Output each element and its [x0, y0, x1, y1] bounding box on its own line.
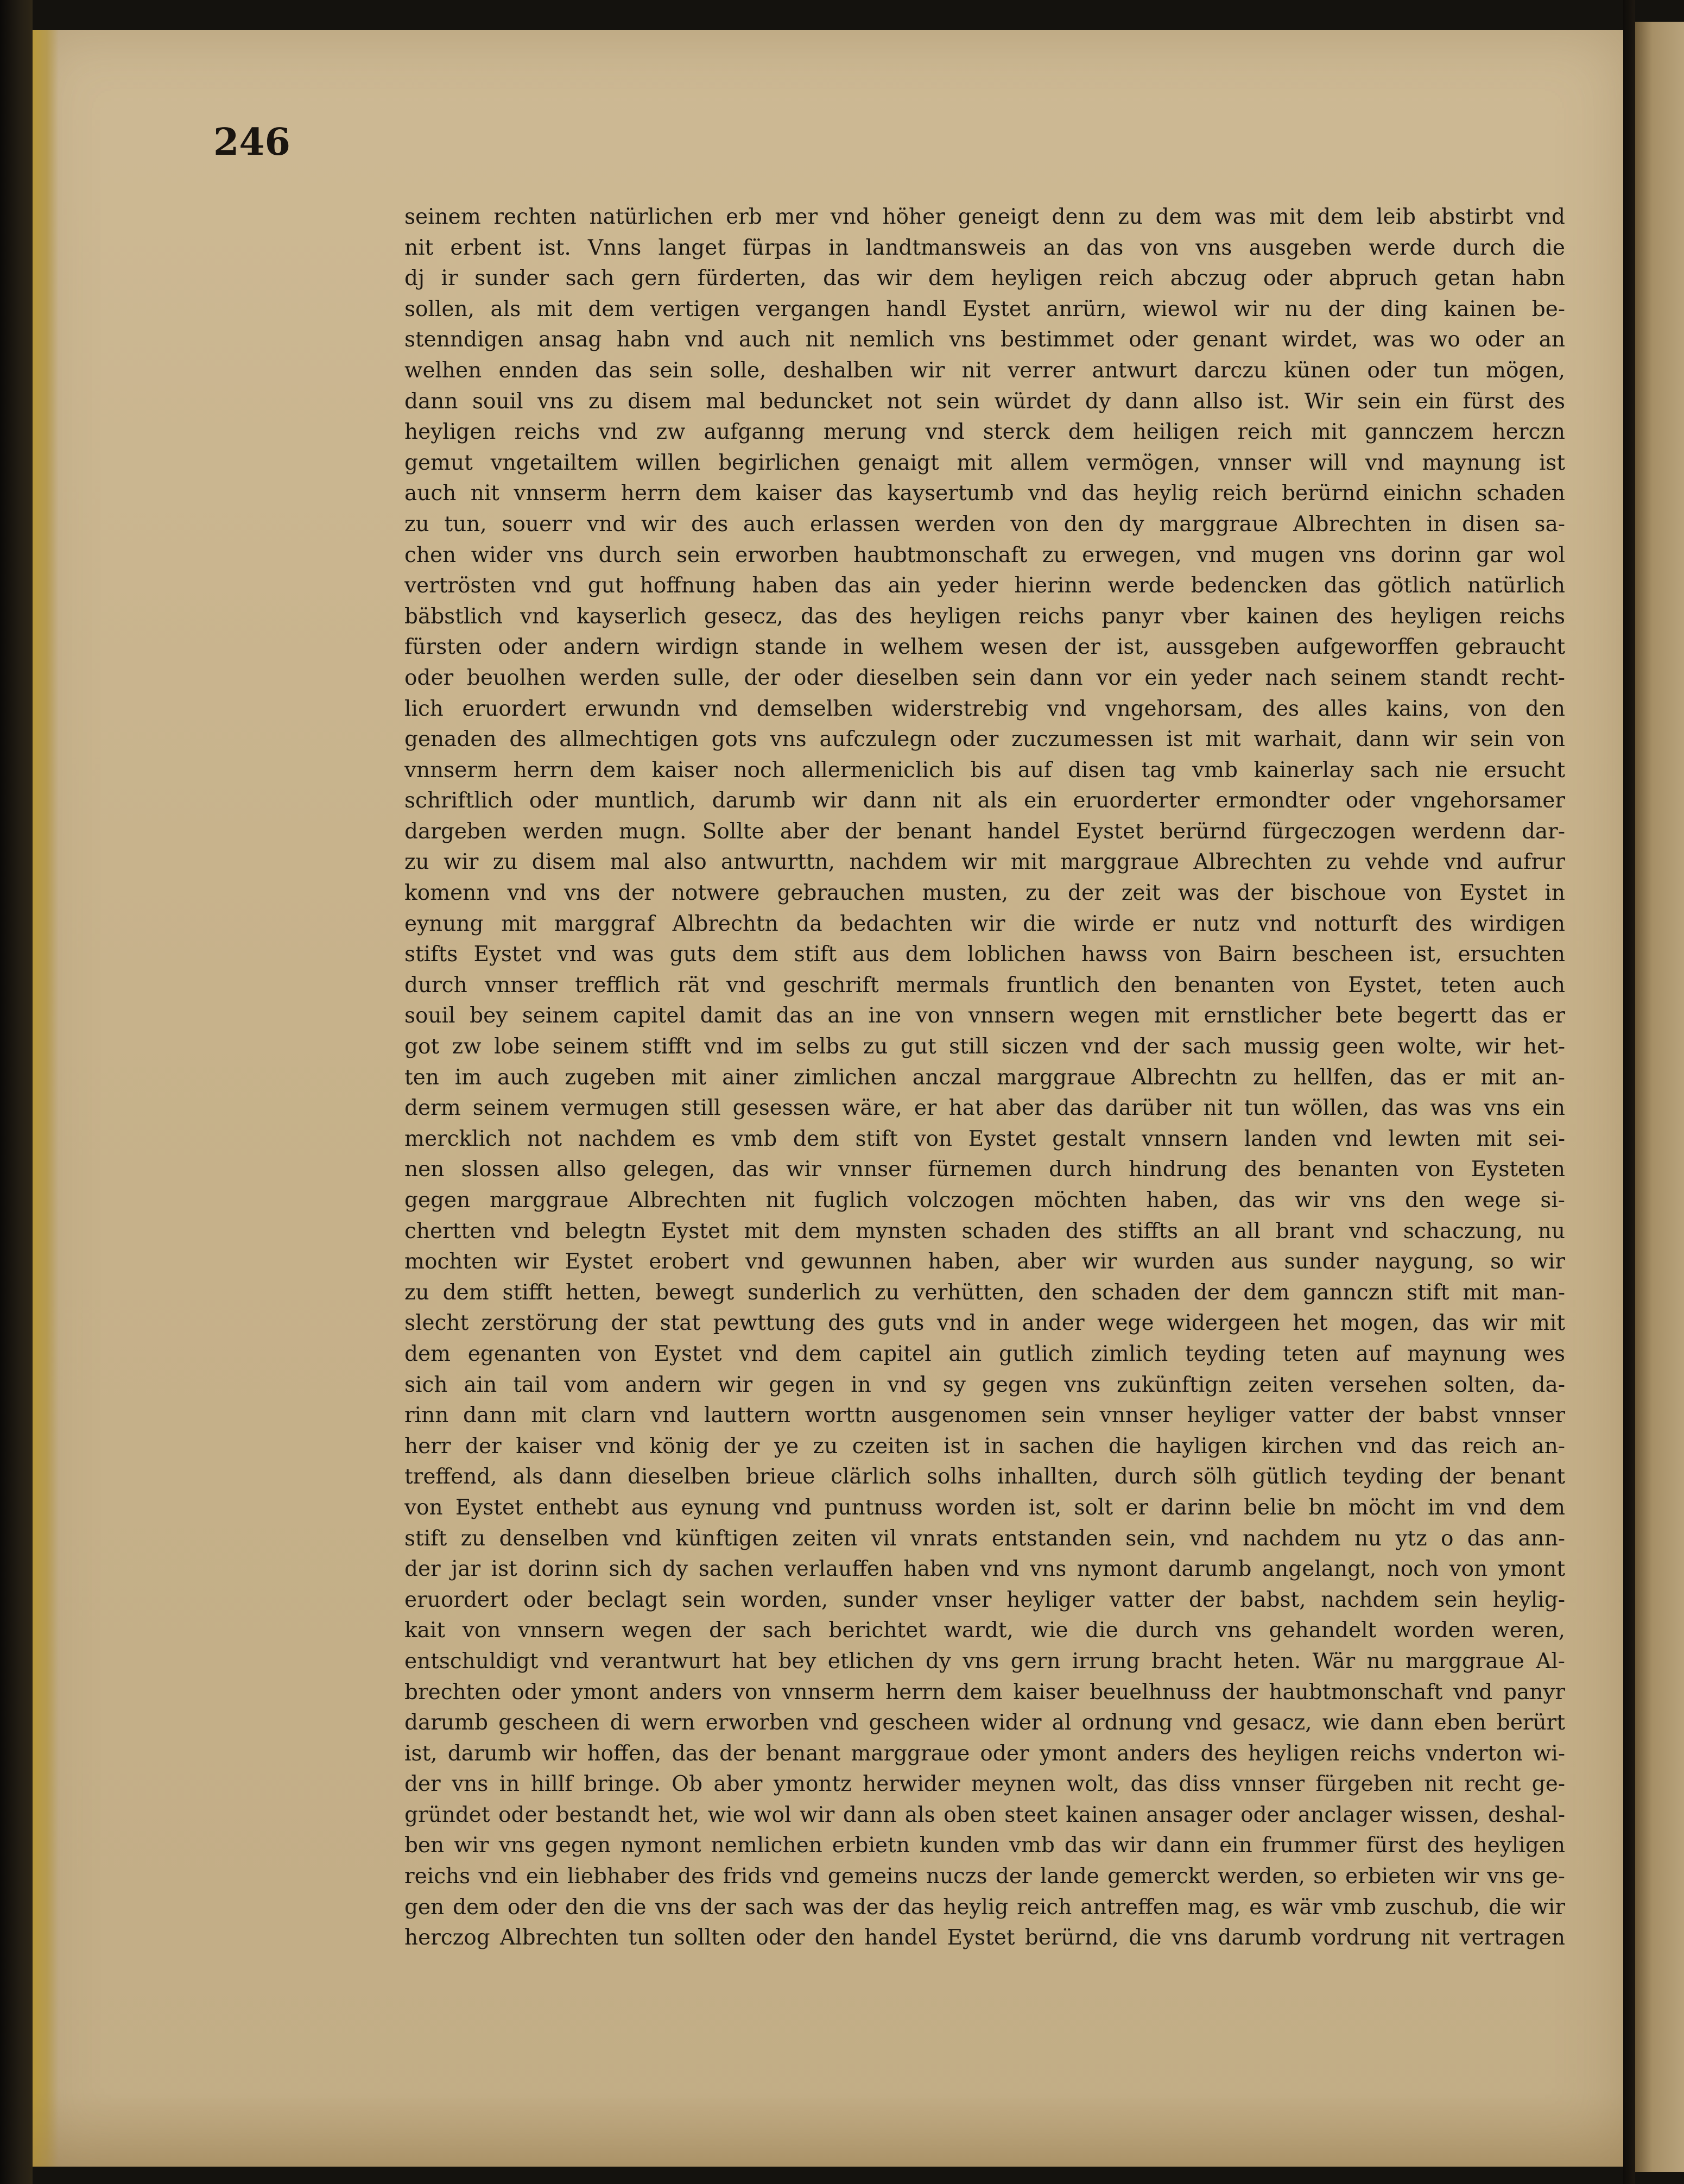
text-line: kait von vnnsern wegen der sach berichtet wardt, wie die durch vns gehandelt worden weren, — [404, 1618, 1565, 1643]
text-line: komenn vnd vns der notwere gebrauchen musten, zu der zeit was der bischoue von Eystet in — [404, 881, 1565, 906]
text-line: slecht zerstörung der stat pewttung des guts vnd in ander wege widergeen het mogen, das wir mit — [404, 1311, 1565, 1336]
text-line: von Eystet enthebt aus eynung vnd puntnuss worden ist, solt er darinn belie bn möcht im vnd dem — [404, 1495, 1565, 1520]
text-line: nit erbent ist. Vnns langet fürpas in landtmansweis an das von vns ausgeben werde durch die — [404, 235, 1565, 260]
text-line: eynung mit marggraf Albrechtn da bedachten wir die wirde er nutz vnd notturft des wirdigen — [404, 911, 1565, 936]
text-line: vnnserm herrn dem kaiser noch allermeniclich bis auf disen tag vmb kainerlay sach nie ersucht — [404, 758, 1565, 782]
text-line: herczog Albrechten tun sollten oder den handel Eystet berürnd, die vns darumb vordrung nit vertragen — [404, 1926, 1565, 1951]
text-line: heyligen reichs vnd zw aufganng merung vnd sterck dem heiligen reich mit gannczem herczn — [404, 420, 1565, 445]
text-line: der vns in hillf bringe. Ob aber ymontz herwider meynen wolt, das diss vnnser fürgeben nit recht ge- — [404, 1772, 1565, 1797]
text-line: sollen, als mit dem vertigen vergangen handl Eystet anrürn, wiewol wir nu der ding kainen be- — [404, 296, 1565, 321]
text-line: welhen ennden das sein solle, deshalben wir nit verrer antwurt darczu künen oder tun mögen, — [404, 358, 1565, 383]
text-line: sich ain tail vom andern wir gegen in vnd sy gegen vns zukünftign zeiten versehen solten, da- — [404, 1372, 1565, 1397]
text-line: gründet oder bestandt het, wie wol wir dann als oben steet kainen ansager oder anclager wissen, deshal- — [404, 1802, 1565, 1827]
text-line: reichs vnd ein liebhaber des frids vnd gemeins nuczs der lande gemerckt werden, so erbieten wir vns ge- — [404, 1864, 1565, 1889]
text-line: nen slossen allso gelegen, das wir vnnser fürnemen durch hindrung des benanten von Eysteten — [404, 1157, 1565, 1182]
text-line: stifts Eystet vnd was guts dem stift aus dem loblichen hawss von Bairn bescheen ist, ersuchten — [404, 942, 1565, 967]
text-line: lich eruordert erwundn vnd demselben widerstrebig vnd vngehorsam, des alles kains, von den — [404, 696, 1565, 721]
page-edge-strip — [33, 30, 59, 2167]
text-line: entschuldigt vnd verantwurt hat bey etlichen dy vns gern irrung bracht heten. Wär nu marggraue Al- — [404, 1649, 1565, 1674]
binding-edge — [0, 0, 33, 2184]
text-line: eruordert oder beclagt sein worden, sunder vnser heyliger vatter der babst, nachdem sein heylig- — [404, 1587, 1565, 1612]
text-line: got zw lobe seinem stifft vnd im selbs zu gut still siczen vnd der sach mussig geen wolte, wir het- — [404, 1034, 1565, 1059]
text-line: rinn dann mit clarn vnd lauttern worttn ausgenomen sein vnnser heyliger vatter der babst vnnser — [404, 1403, 1565, 1428]
text-line: dann souil vns zu disem mal beduncket not sein würdet dy dann allso ist. Wir sein ein fürst des — [404, 389, 1565, 414]
text-line: schriftlich oder muntlich, darumb wir dann nit als ein eruorderter ermondter oder vngehorsamer — [404, 788, 1565, 813]
text-line: gegen marggraue Albrechten nit fuglich volczogen möchten haben, das wir vns den wege si- — [404, 1188, 1565, 1213]
text-line: genaden des allmechtigen gots vns aufczulegn oder zuczumessen ist mit warhait, dann wir sein von — [404, 727, 1565, 752]
text-line: darumb gescheen di wern erworben vnd gescheen wider al ordnung vnd gesacz, wie dann eben berürt — [404, 1710, 1565, 1735]
text-line: ben wir vns gegen nymont nemlichen erbietn kunden vmb das wir dann ein frummer fürst des heyligen — [404, 1833, 1565, 1858]
text-line: stenndigen ansag habn vnd auch nit nemlich vns bestimmet oder genant wirdet, was wo oder an — [404, 327, 1565, 352]
text-line: stift zu denselben vnd künftigen zeiten vil vnrats entstanden sein, vnd nachdem nu ytz o das ann- — [404, 1526, 1565, 1551]
page-gutter — [1623, 0, 1635, 2184]
text-line: dargeben werden mugn. Sollte aber der benant handel Eystet berürnd fürgeczogen werdenn dar- — [404, 819, 1565, 844]
body-text — [404, 202, 1565, 1954]
text-line: mercklich not nachdem es vmb dem stift von Eystet gestalt vnnsern landen vnd lewten mit sei- — [404, 1126, 1565, 1151]
text-line: durch vnnser trefflich rät vnd geschrift mermals fruntlich den benanten von Eystet, teten auch — [404, 973, 1565, 998]
text-line: derm seinem vermugen still gesessen wäre, er hat aber das darüber nit tun wöllen, das was vns ein — [404, 1096, 1565, 1121]
text-line: dem egenanten von Eystet vnd dem capitel ain gutlich zimlich teyding teten auf maynung wes — [404, 1341, 1565, 1366]
text-line: der jar ist dorinn sich dy sachen verlauffen haben vnd vns nymont darumb angelangt, noch von ymont — [404, 1557, 1565, 1582]
text-line: fürsten oder andern wirdign stande in welhem wesen der ist, aussgeben aufgeworffen gebraucht — [404, 635, 1565, 660]
text-line: vertrösten vnd gut hoffnung haben das ain yeder hierinn werde bedencken das götlich natürlich — [404, 573, 1565, 598]
text-line: treffend, als dann dieselben brieue clärlich solhs inhallten, durch sölh gütlich teyding der benant — [404, 1465, 1565, 1489]
text-line: oder beuolhen werden sulle, der oder dieselben sein dann vor ein yeder nach seinem standt recht- — [404, 665, 1565, 690]
text-line: ist, darumb wir hoffen, das der benant marggraue oder ymont anders des heyligen reichs vnderton wi- — [404, 1741, 1565, 1766]
text-line: zu tun, souerr vnd wir des auch erlassen werden von den dy marggraue Albrechten in disen sa- — [404, 512, 1565, 536]
text-line: chertten vnd belegtn Eystet mit dem mynsten schaden des stiffts an all brant vnd schaczung, nu — [404, 1219, 1565, 1244]
page-number: 246 — [213, 121, 290, 164]
text-line: zu wir zu disem mal also antwurttn, nachdem wir mit marggraue Albrechten zu vehde vnd aufrur — [404, 850, 1565, 875]
page-stain — [33, 2091, 1623, 2167]
text-line: herr der kaiser vnd könig der ye zu czeiten ist in sachen die hayligen kirchen vnd das reich an- — [404, 1434, 1565, 1459]
text-line: mochten wir Eystet erobert vnd gewunnen haben, aber wir wurden aus sunder naygung, so wir — [404, 1249, 1565, 1274]
text-line: gen dem oder den die vns der sach was der das heylig reich antreffen mag, es wär vmb zuschub, die wir — [404, 1895, 1565, 1920]
text-line: souil bey seinem capitel damit das an ine von vnnsern wegen mit ernstlicher bete begertt das er — [404, 1003, 1565, 1028]
adjacent-page-edge — [1635, 22, 1684, 2172]
text-line: seinem rechten natürlichen erb mer vnd höher geneigt denn zu dem was mit dem leib abstirbt vnd — [404, 205, 1565, 229]
text-line: bäbstlich vnd kayserlich gesecz, das des heyligen reichs panyr vber kainen des heyligen reichs — [404, 604, 1565, 629]
text-line: auch nit vnnserm herrn dem kaiser das kaysertumb vnd das heylig reich berürnd einichn schaden — [404, 481, 1565, 506]
text-line: dj ir sunder sach gern fürderten, das wir dem heyligen reich abczug oder abpruch getan habn — [404, 266, 1565, 291]
text-line: chen wider vns durch sein erworben haubtmonschaft zu erwegen, vnd mugen vns dorinn gar wol — [404, 542, 1565, 567]
text-line: zu dem stifft hetten, bewegt sunderlich zu verhütten, den schaden der dem gannczn stift mit man- — [404, 1280, 1565, 1305]
text-line: ten im auch zugeben mit ainer zimlichen anczal marggraue Albrechtn zu hellfen, das er mit an- — [404, 1065, 1565, 1090]
text-line: brechten oder ymont anders von vnnserm herrn dem kaiser beuelhnuss der haubtmonschaft vnd panyr — [404, 1680, 1565, 1705]
text-line: gemut vngetailtem willen begirlichen genaigt mit allem vermögen, vnnser will vnd maynung ist — [404, 450, 1565, 475]
